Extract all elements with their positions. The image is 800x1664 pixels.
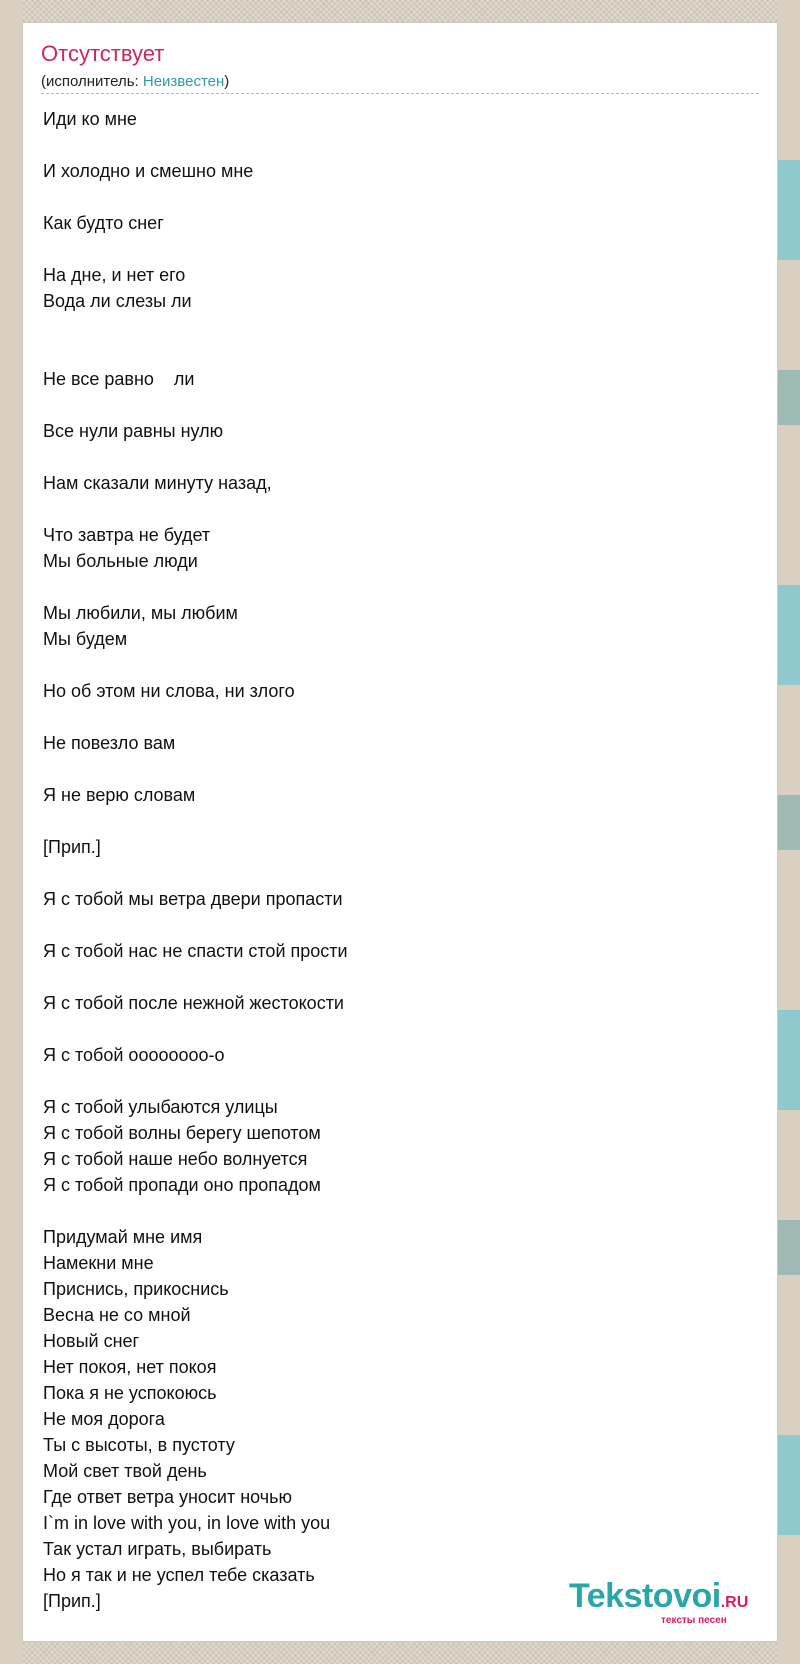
decor-stripe bbox=[778, 685, 800, 795]
lyric-line bbox=[43, 704, 348, 730]
title-divider bbox=[41, 93, 759, 94]
lyric-line: На дне, и нет его bbox=[43, 265, 186, 285]
lyric-line: Все нули равны нулю bbox=[43, 421, 224, 441]
left-border-stripe bbox=[0, 0, 22, 1664]
lyric-line: Иди ко мне bbox=[43, 109, 137, 129]
lyric-line bbox=[43, 808, 348, 834]
performer-prefix: (исполнитель: bbox=[41, 73, 143, 90]
decor-stripe bbox=[778, 1275, 800, 1435]
lyric-line: Я с тобой пропади оно пропадом bbox=[43, 1175, 321, 1195]
lyric-line: И холодно и смешно мне bbox=[43, 161, 254, 181]
lyric-line bbox=[43, 340, 348, 366]
decor-stripe bbox=[778, 585, 800, 685]
lyric-line: Весна не со мной bbox=[43, 1305, 191, 1325]
logo-brand: Tekstovoi bbox=[569, 1577, 721, 1615]
lyric-line: Я с тобой волны берегу шепотом bbox=[43, 1123, 321, 1143]
lyric-line: Не повезло вам bbox=[43, 733, 176, 753]
lyric-line bbox=[43, 392, 348, 418]
decor-stripe bbox=[778, 1435, 800, 1535]
lyric-line: Я с тобой после нежной жестокости bbox=[43, 993, 344, 1013]
lyric-line bbox=[43, 236, 348, 262]
lyric-line bbox=[43, 314, 348, 340]
lyrics-text bbox=[43, 106, 348, 1614]
lyric-line: Где ответ ветра уносит ночью bbox=[43, 1487, 293, 1507]
lyric-line bbox=[43, 860, 348, 886]
performer-suffix: ) bbox=[224, 73, 230, 90]
lyric-line: Придумай мне имя bbox=[43, 1227, 203, 1247]
lyric-line: Приснись, прикоснись bbox=[43, 1279, 229, 1299]
lyric-line: Пока я не успокоюсь bbox=[43, 1383, 217, 1403]
lyric-line bbox=[43, 1198, 348, 1224]
decor-stripe bbox=[778, 425, 800, 585]
lyric-line: Что завтра не будет bbox=[43, 525, 211, 545]
decor-stripe bbox=[778, 160, 800, 260]
lyric-line: I`m in love with you, in love with you bbox=[43, 1513, 331, 1533]
lyric-line bbox=[43, 574, 348, 600]
song-title: Отсутствует bbox=[41, 41, 165, 66]
lyric-line: Ты с высоты, в пустоту bbox=[43, 1435, 235, 1455]
lyric-line bbox=[43, 132, 348, 158]
lyric-line: Так устал играть, выбирать bbox=[43, 1539, 272, 1559]
lyric-line: Я с тобой улыбаются улицы bbox=[43, 1097, 278, 1117]
lyric-line: Намекни мне bbox=[43, 1253, 154, 1273]
lyric-line: Нет покоя, нет покоя bbox=[43, 1357, 217, 1377]
decor-stripe bbox=[778, 0, 800, 160]
decor-stripe bbox=[778, 260, 800, 370]
lyric-line bbox=[43, 756, 348, 782]
lyric-line: Нам сказали минуту назад, bbox=[43, 473, 272, 493]
lyric-line: Как будто снег bbox=[43, 213, 164, 233]
lyric-line bbox=[43, 652, 348, 678]
lyric-line bbox=[43, 1068, 348, 1094]
lyric-line: Но об этом ни слова, ни злого bbox=[43, 681, 295, 701]
lyric-line: Но я так и не успел тебе сказать bbox=[43, 1565, 315, 1585]
lyric-line: Я с тобой наше небо волнуется bbox=[43, 1149, 308, 1169]
performer-line bbox=[41, 73, 229, 90]
decor-stripe bbox=[778, 1110, 800, 1220]
logo-tagline: тексты песен bbox=[661, 1615, 727, 1626]
logo-tld: .RU bbox=[720, 1594, 749, 1611]
site-logo[interactable] bbox=[569, 1577, 749, 1626]
lyric-line: Я с тобой оооооооо-о bbox=[43, 1045, 225, 1065]
lyric-line: Не моя дорога bbox=[43, 1409, 165, 1429]
lyrics-card bbox=[22, 22, 778, 1642]
decor-stripe bbox=[778, 1220, 800, 1275]
lyric-line bbox=[43, 912, 348, 938]
lyric-line: Мы будем bbox=[43, 629, 128, 649]
decor-stripe bbox=[778, 370, 800, 425]
lyric-line: [Прип.] bbox=[43, 1591, 101, 1611]
lyric-line bbox=[43, 184, 348, 210]
lyric-line: Новый снег bbox=[43, 1331, 140, 1351]
lyric-line: Вода ли слезы ли bbox=[43, 291, 192, 311]
decor-stripe bbox=[778, 850, 800, 1010]
lyric-line: Мы больные люди bbox=[43, 551, 198, 571]
lyric-line: Я с тобой нас не спасти стой прости bbox=[43, 941, 348, 961]
lyric-line: Не все равно ли bbox=[43, 369, 195, 389]
lyric-line: Мой свет твой день bbox=[43, 1461, 207, 1481]
decor-stripe bbox=[778, 1535, 800, 1664]
lyric-line: Я с тобой мы ветра двери пропасти bbox=[43, 889, 343, 909]
lyric-line bbox=[43, 496, 348, 522]
lyric-line bbox=[43, 964, 348, 990]
lyric-line: Мы любили, мы любим bbox=[43, 603, 238, 623]
decor-stripe bbox=[778, 1010, 800, 1110]
performer-link[interactable]: Неизвестен bbox=[142, 73, 225, 90]
lyric-line bbox=[43, 1016, 348, 1042]
lyric-line: [Прип.] bbox=[43, 837, 101, 857]
decor-stripe bbox=[778, 795, 800, 850]
lyric-line bbox=[43, 444, 348, 470]
lyric-line: Я не верю словам bbox=[43, 785, 196, 805]
